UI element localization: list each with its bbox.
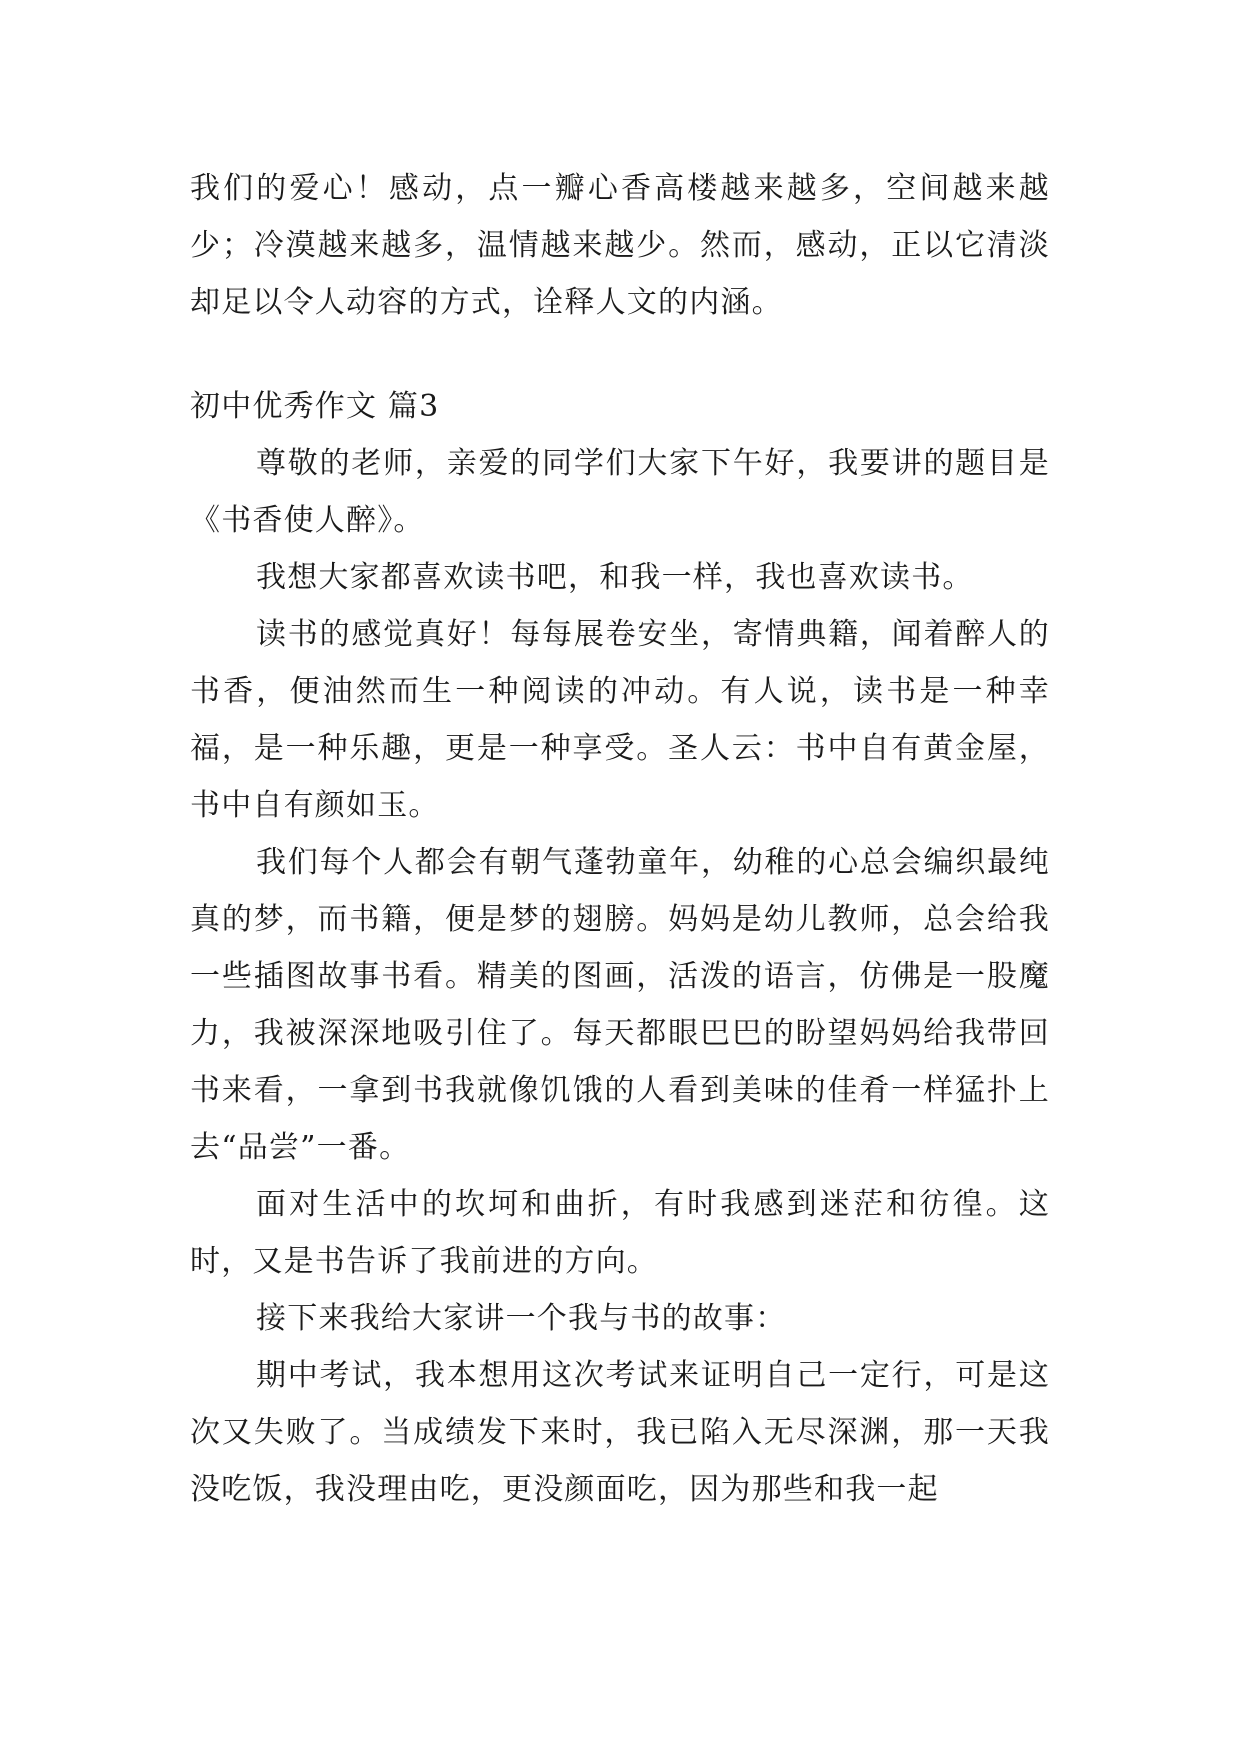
paragraph-3: 读书的感觉真好！每每展卷安坐，寄情典籍，闻着醉人的书香，便油然而生一种阅读的冲动。有人说，读书是一种幸福，是一种乐趣，更是一种享受。圣人云：书中自有黄金屋，书中自有颜如玉。 [190,617,1050,823]
paragraph-5: 面对生活中的坎坷和曲折，有时我感到迷茫和彷徨。这时，又是书告诉了我前进的方向。 [190,1187,1050,1279]
paragraph-2: 我想大家都喜欢读书吧，和我一样，我也喜欢读书。 [256,560,974,595]
section-title: 初中优秀作文 篇3 [190,389,440,424]
paragraph-6: 接下来我给大家讲一个我与书的故事： [256,1301,787,1336]
paragraph-4: 我们每个人都会有朝气蓬勃童年，幼稚的心总会编织最纯真的梦，而书籍，便是梦的翅膀。妈妈是幼儿教师，总会给我一些插图故事书看。精美的图画，活泼的语言，仿佛是一股魔力，我被深深地吸引住了。每天都眼巴巴的盼望妈妈给我带回书来看，一拿到书我就像饥饿的人看到美味的佳肴一样猛扑上去“品尝”一番。 [190,845,1050,1165]
continued-paragraph: 我们的爱心！感动，点一瓣心香高楼越来越多，空间越来越少；冷漠越来越多，温情越来越少。然而，感动，正以它清淡却足以令人动容的方式，诠释人文的内涵。 [190,171,1050,320]
document-body [190,160,1050,1518]
paragraph-7: 期中考试，我本想用这次考试来证明自己一定行，可是这次又失败了。当成绩发下来时，我已陷入无尽深渊，那一天我没吃饭，我没理由吃，更没颜面吃，因为那些和我一起 [190,1358,1050,1507]
paragraph-1: 尊敬的老师，亲爱的同学们大家下午好，我要讲的题目是《书香使人醉》。 [190,446,1050,538]
